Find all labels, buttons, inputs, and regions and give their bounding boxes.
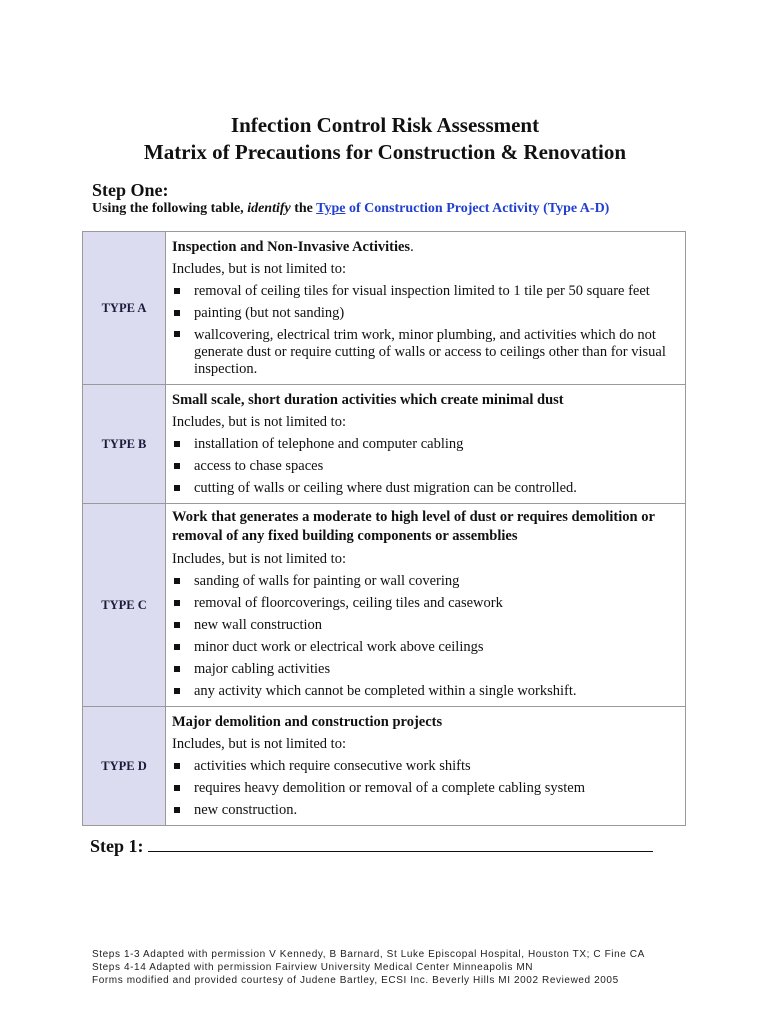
list-item: activities which require consecutive work shifts: [172, 755, 679, 777]
list-item: removal of floorcoverings, ceiling tiles and casework: [172, 592, 679, 614]
list-item: sanding of walls for painting or wall covering: [172, 570, 679, 592]
footer-line: Forms modified and provided courtesy of Judene Bartley, ECSI Inc. Beverly Hills MI 2002 Reviewed 2005: [92, 975, 619, 986]
list-item: painting (but not sanding): [172, 302, 679, 324]
type-title: Major demolition and construction projects: [172, 714, 443, 730]
instruction-the: the: [294, 201, 313, 216]
document-title: Infection Control Risk Assessment: [230, 113, 540, 137]
instruction-identify: identify: [247, 201, 291, 216]
type-label: TYPE A: [83, 232, 166, 385]
list-item: wallcovering, electrical trim work, minor plumbing, and activities which do not generate dust or require cutting of walls or access to ceilings other than for visual inspection.: [172, 324, 679, 380]
type-title: Work that generates a moderate to high level of dust or requires demolition or removal of any fixed building components or assemblies: [172, 509, 655, 544]
includes-label: Includes, but is not limited to:: [172, 551, 346, 567]
step1-input-line[interactable]: [148, 837, 653, 852]
instruction-prefix: Using the following table,: [92, 201, 244, 216]
footer-line: Steps 4-14 Adapted with permission Fairview University Medical Center Minneapolis MN: [92, 962, 534, 973]
type-label: TYPE B: [83, 385, 166, 504]
includes-label: Includes, but is not limited to:: [172, 261, 346, 277]
type-title: Inspection and Non-Invasive Activities: [172, 239, 411, 255]
type-description: [166, 232, 686, 385]
list-item: access to chase spaces: [172, 455, 679, 477]
step-one-instruction: [92, 201, 609, 217]
list-item: new construction.: [172, 799, 679, 821]
step-one-heading: Step One:: [92, 180, 169, 200]
type-link[interactable]: Type: [316, 201, 346, 216]
document-subtitle: Matrix of Precautions for Construction & Renovation: [143, 140, 627, 164]
list-item: major cabling activities: [172, 658, 679, 680]
type-description: [166, 385, 686, 504]
construction-type-matrix: [82, 231, 686, 826]
type-row: [83, 707, 686, 826]
includes-label: Includes, but is not limited to:: [172, 736, 346, 752]
list-item: installation of telephone and computer cabling: [172, 433, 679, 455]
list-item: any activity which cannot be completed within a single workshift.: [172, 680, 679, 702]
type-title: Small scale, short duration activities which create minimal dust: [172, 392, 564, 408]
footer-line: Steps 1-3 Adapted with permission V Kennedy, B Barnard, St Luke Episcopal Hospital, Houston TX; C Fine CA: [92, 949, 645, 960]
type-label: TYPE D: [83, 707, 166, 826]
list-item: minor duct work or electrical work above ceilings: [172, 636, 679, 658]
step1-label: Step 1:: [90, 836, 144, 856]
type-row: [83, 504, 686, 707]
instruction-rest: of Construction Project Activity (Type A-D): [348, 201, 610, 216]
type-description: [166, 504, 686, 707]
footer-credits: [92, 948, 645, 987]
list-item: new wall construction: [172, 614, 679, 636]
list-item: removal of ceiling tiles for visual inspection limited to 1 tile per 50 square feet: [172, 280, 679, 302]
step1-field: [90, 836, 653, 857]
type-row: [83, 232, 686, 385]
type-row: [83, 385, 686, 504]
includes-label: Includes, but is not limited to:: [172, 414, 346, 430]
type-description: [166, 707, 686, 826]
type-label: TYPE C: [83, 504, 166, 707]
list-item: cutting of walls or ceiling where dust migration can be controlled.: [172, 477, 679, 499]
type-title-suffix: .: [410, 239, 414, 255]
list-item: requires heavy demolition or removal of a complete cabling system: [172, 777, 679, 799]
